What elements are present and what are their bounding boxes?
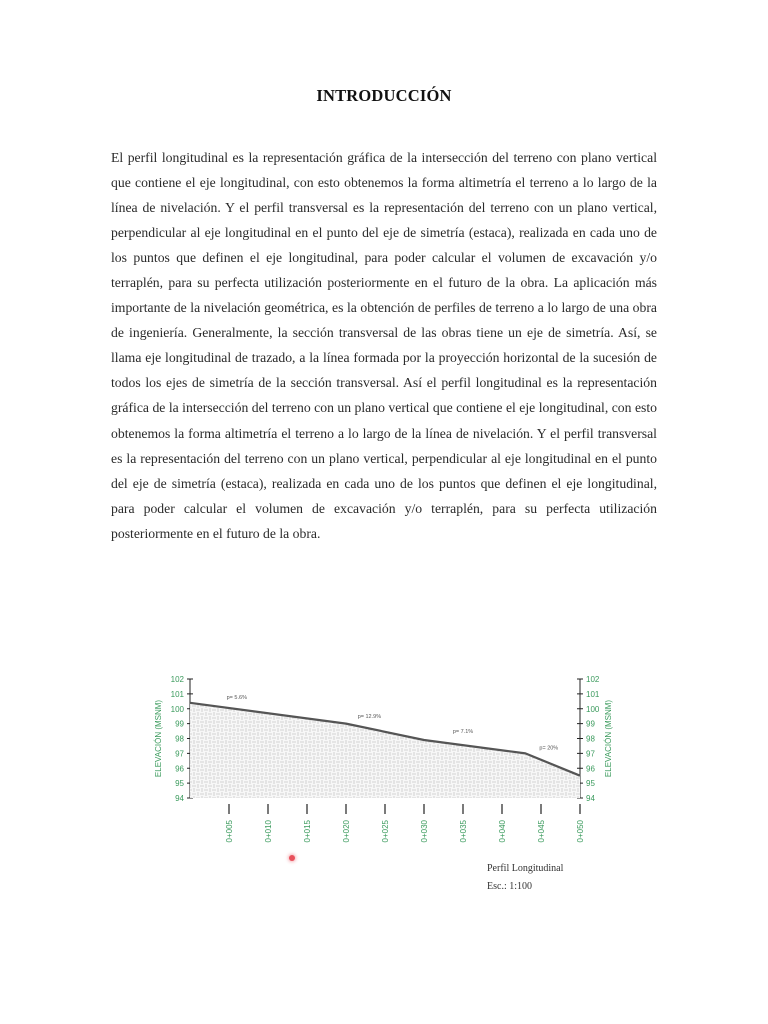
slope-label: p= 20% [539, 745, 559, 752]
left-y-tick-label: 101 [170, 689, 184, 699]
right-y-tick-label: 99 [586, 719, 595, 729]
right-y-tick-label: 97 [586, 749, 595, 759]
right-y-tick-label: 98 [586, 734, 595, 744]
right-y-tick-label: 100 [586, 704, 600, 714]
left-y-axis-label: ELEVACIÓN (MSNM) [154, 699, 163, 778]
station-tick-label: 0+030 [420, 820, 429, 843]
slope-label: p= 7.1% [452, 729, 474, 736]
station-tick-label: 0+020 [342, 820, 351, 843]
left-y-tick-label: 98 [175, 734, 184, 744]
station-tick-label: 0+005 [225, 820, 234, 843]
terrain-fill-area [190, 703, 580, 798]
introduction-paragraph: El perfil longitudinal es la representación gráfica de la intersección del terreno con plano vertical que contiene el eje longitudinal, con esto obtenemos la forma altimetría el terreno a lo largo de la línea de nivelación. Y el perfil transversal es la representación del terreno con un plano vertical, perpendicular al eje longitudinal en el punto del eje de simetría (estaca), realizada en cada uno de los puntos que definen el eje longitudinal, para poder calcular el volumen de excavación y/o terraplén, para su perfecta utilización posteriormente en el futuro de la obra. La aplicación más importante de la nivelación geométrica, es la obtención de perfiles de terreno a lo largo de una obra de ingeniería. Generalmente, la sección transversal de las obras tiene un eje de simetría. Así, se llama eje longitudinal de trazado, a la línea formada por la proyección horizontal de la sucesión de todos los ejes de simetría de la sección transversal. Así el perfil longitudinal es la representación gráfica de la intersección del terreno con un plano vertical que contiene el eje longitudinal, con esto obtenemos la forma altimetría el terreno a lo largo de la línea de nivelación. Y el perfil transversal es la representación del terreno con un plano vertical, perpendicular al eje longitudinal en el punto del eje de simetría (estaca), realizada en cada uno de los puntos que definen el eje longitudinal, para poder calcular el volumen de excavación y/o terraplén, para su perfecta utilización posteriormente en el futuro de la obra. [111, 150, 657, 541]
station-tick-label: 0+015 [303, 820, 312, 843]
red-marker-dot [289, 855, 295, 861]
left-y-tick-label: 95 [175, 779, 184, 789]
profile-svg [140, 668, 620, 844]
station-tick-label: 0+010 [264, 820, 273, 843]
figure-caption: Perfil Longitudinal [487, 863, 564, 874]
right-y-tick-label: 101 [586, 689, 600, 699]
slope-label: p= 5.6% [226, 694, 247, 701]
left-y-tick-label: 100 [170, 704, 184, 714]
station-tick-label: 0+035 [459, 820, 468, 843]
right-y-tick-label: 96 [586, 764, 595, 774]
document-title: INTRODUCCIÓN [316, 86, 452, 105]
left-y-tick-label: 99 [175, 719, 184, 729]
station-tick-label: 0+025 [381, 820, 390, 843]
figure-scale: Esc.: 1:100 [487, 881, 532, 892]
left-y-tick-label: 96 [175, 764, 184, 774]
left-y-tick-label: 102 [170, 675, 184, 684]
left-y-tick-label: 97 [175, 749, 184, 759]
station-tick-label: 0+045 [537, 820, 546, 843]
right-y-tick-label: 95 [586, 779, 595, 789]
longitudinal-profile-chart [140, 668, 620, 844]
right-y-axis-label: ELEVACIÓN (MSNM) [604, 699, 613, 778]
right-y-tick-label: 94 [586, 794, 595, 803]
left-y-tick-label: 94 [175, 794, 184, 803]
right-y-tick-label: 102 [586, 675, 600, 684]
station-tick-label: 0+040 [498, 820, 507, 843]
station-tick-label: 0+050 [576, 820, 585, 843]
slope-label: p= 12.9% [357, 714, 382, 721]
